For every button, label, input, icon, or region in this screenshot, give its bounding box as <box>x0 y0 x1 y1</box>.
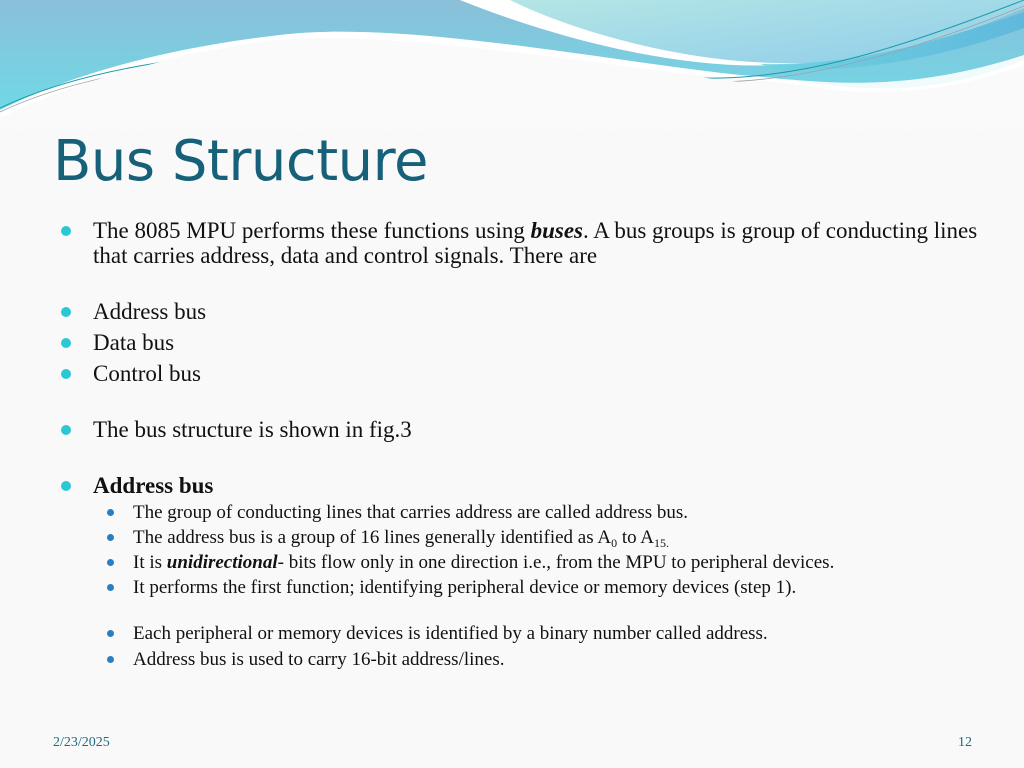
address-bus-heading <box>58 473 978 498</box>
address-bus-point <box>58 502 978 523</box>
intro-emphasis: buses <box>530 218 583 243</box>
point-text: Each peripheral or memory devices is identified by a binary number called address. <box>133 623 768 644</box>
address-bus-heading-text: Address bus <box>93 473 214 498</box>
header-wave-decoration <box>0 0 1024 130</box>
figure-note-bullet <box>58 417 978 442</box>
point-text: to A <box>617 527 655 548</box>
bullet-icon <box>61 338 71 348</box>
bullet-icon <box>61 307 71 317</box>
sub-bullet-icon <box>107 630 114 637</box>
bus-type-label: Address bus <box>93 299 207 324</box>
intro-text-after: . A bus groups is group of conducting lines that carries address, data and control signals. There are <box>93 218 978 268</box>
bullet-icon <box>61 481 71 491</box>
bus-type-item <box>58 330 978 355</box>
page-number: 12 <box>958 735 972 750</box>
bus-type-label: Data bus <box>93 330 175 355</box>
sub-bullet-icon <box>107 656 114 663</box>
bullet-icon <box>61 425 71 435</box>
subscript-0: 0 <box>611 536 618 550</box>
point-text: It is <box>133 552 167 573</box>
sub-bullet-icon <box>107 509 114 516</box>
intro-bullet <box>58 218 978 268</box>
point-text: The address bus is a group of 16 lines generally identified as A <box>133 527 612 548</box>
sub-bullet-icon <box>107 534 114 541</box>
address-bus-point <box>58 552 978 573</box>
address-bus-point <box>58 577 978 598</box>
point-text: The group of conducting lines that carries address are called address bus. <box>133 502 689 523</box>
unidirectional-emphasis: unidirectional <box>166 552 278 573</box>
bullet-icon <box>61 226 71 236</box>
sub-bullet-icon <box>107 584 114 591</box>
bus-type-item <box>58 361 978 386</box>
subscript-15: 15. <box>654 536 670 550</box>
address-bus-point <box>58 527 978 548</box>
slide-title: Bus Structure <box>53 129 428 194</box>
point-text: It performs the first function; identifying peripheral device or memory devices (step 1). <box>133 577 797 598</box>
intro-text-before: The 8085 MPU performs these functions using <box>93 218 531 243</box>
address-bus-point <box>58 623 978 644</box>
figure-note-text: The bus structure is shown in fig.3 <box>93 417 412 442</box>
slide-content <box>58 218 978 670</box>
sub-bullet-icon <box>107 559 114 566</box>
bus-type-label: Control bus <box>93 361 201 386</box>
point-text: - bits flow only in one direction i.e., from the MPU to peripheral devices. <box>277 552 835 573</box>
bullet-icon <box>61 369 71 379</box>
address-bus-point <box>58 649 978 670</box>
bus-type-item <box>58 299 978 324</box>
footer-date: 2/23/2025 <box>53 735 110 750</box>
point-text: Address bus is used to carry 16-bit address/lines. <box>133 649 505 670</box>
